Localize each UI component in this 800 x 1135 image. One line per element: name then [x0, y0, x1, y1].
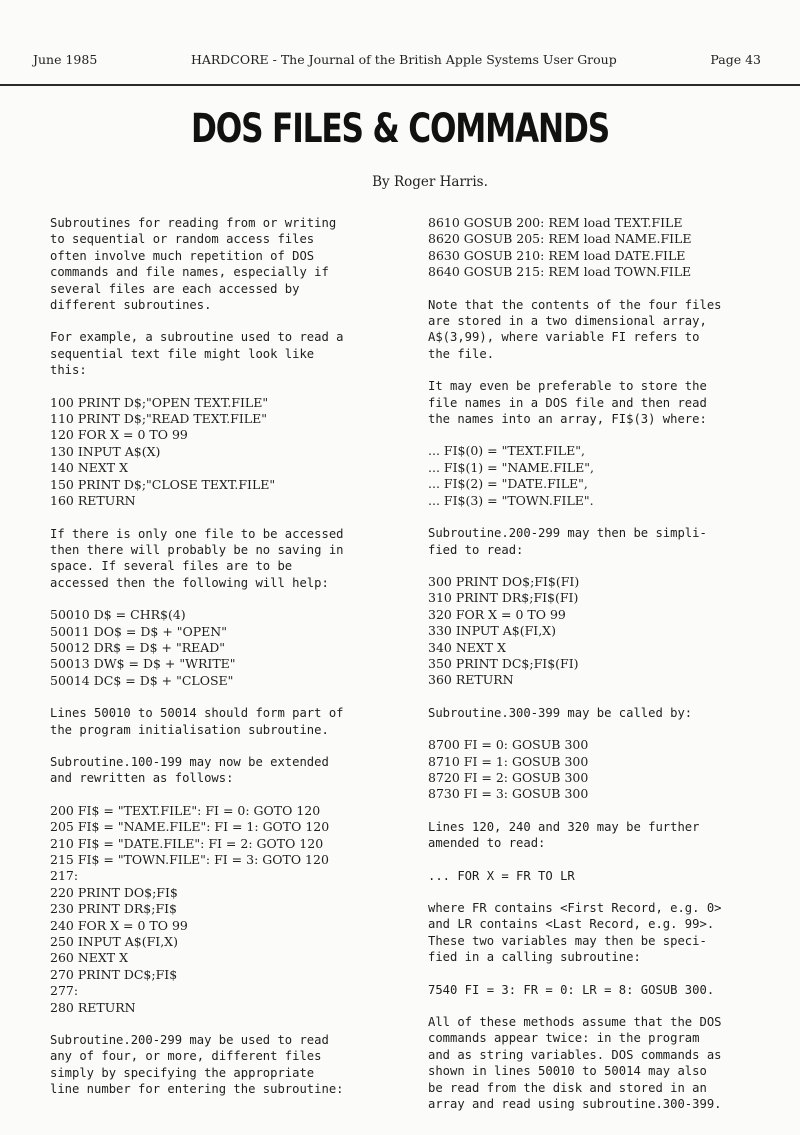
right-column: [428, 215, 768, 1128]
code-line: 50012 DR$ = D$ + "READ": [50, 639, 226, 655]
paragraph: Subroutine.200-299 may then be simpli- fied to read:: [428, 526, 707, 557]
code-line: 8610 GOSUB 200: REM load TEXT.FILE: [428, 215, 683, 230]
code-listing: [50, 803, 395, 1016]
code-line: 230 PRINT DR$;FI$: [50, 901, 178, 917]
header-rule: [0, 84, 800, 86]
code-line: 8630 GOSUB 210: REM load DATE.FILE: [428, 247, 686, 263]
paragraph: It may even be preferable to store the file names in a DOS file and then read the names into an array, FI$(3) where:: [428, 379, 707, 427]
code-line: ... FI$(0) = "TEXT.FILE",: [428, 443, 585, 459]
code-line: 310 PRINT DR$;FI$(FI): [428, 590, 579, 606]
page-number: Page 43: [710, 52, 761, 67]
byline: By Roger Harris.: [372, 174, 488, 190]
code-line: 360 RETURN: [428, 672, 514, 688]
page-header: [33, 52, 761, 67]
code-line: 260 NEXT X: [50, 950, 129, 966]
code-line: 330 INPUT A$(FI,X): [428, 623, 556, 639]
paragraph: Subroutines for reading from or writing to sequential or random access files often involve much repetition of DOS commands and file names, especially if several files are each accessed by different subroutines.: [50, 216, 337, 313]
article-title: DOS FILES & COMMANDS: [190, 106, 610, 152]
code-line: 120 FOR X = 0 TO 99: [50, 427, 188, 443]
paragraph: ... FOR X = FR TO LR: [428, 868, 575, 883]
code-line: 8710 FI = 1: GOSUB 300: [428, 753, 589, 769]
code-line: 110 PRINT D$;"READ TEXT.FILE": [50, 411, 267, 427]
code-line: 160 RETURN: [50, 493, 136, 509]
code-line: 50011 DO$ = D$ + "OPEN": [50, 623, 227, 639]
code-line: 350 PRINT DC$;FI$(FI): [428, 655, 579, 671]
paragraph: For example, a subroutine used to read a sequential text file might look like this:: [50, 330, 344, 378]
code-line: 320 FOR X = 0 TO 99: [428, 606, 566, 622]
code-line: 280 RETURN: [50, 999, 136, 1015]
code-line: ... FI$(1) = "NAME.FILE",: [428, 459, 594, 475]
code-listing: [50, 607, 395, 689]
code-listing: [428, 443, 768, 509]
code-line: 100 PRINT D$;"OPEN TEXT.FILE": [50, 394, 269, 410]
code-line: 200 FI$ = "TEXT.FILE": FI = 0: GOTO 120: [50, 802, 321, 818]
code-line: 130 INPUT A$(X): [50, 443, 161, 459]
code-line: 140 NEXT X: [50, 460, 129, 476]
paragraph: Subroutine.300-399 may be called by:: [428, 705, 693, 720]
code-line: 50014 DC$ = D$ + "CLOSE": [50, 672, 234, 688]
code-line: 205 FI$ = "NAME.FILE": FI = 1: GOTO 120: [50, 819, 330, 835]
code-line: 210 FI$ = "DATE.FILE": FI = 2: GOTO 120: [50, 835, 324, 851]
paragraph: where FR contains <First Record, e.g. 0> and LR contains <Last Record, e.g. 99>. These two variables may then be speci- fied in a calling subroutine:: [428, 901, 722, 965]
paragraph: Note that the contents of the four files are stored in a two dimensional array, A$(3,99), where variable FI refers to the file.: [428, 297, 722, 361]
code-line: 220 PRINT DO$;FI$: [50, 884, 178, 900]
paragraph: Lines 50010 to 50014 should form part of the program initialisation subroutine.: [50, 706, 344, 737]
paragraph: Subroutine.100-199 may now be extended and rewritten as follows:: [50, 754, 329, 786]
code-line: 8620 GOSUB 205: REM load NAME.FILE: [428, 231, 692, 247]
code-listing: [50, 395, 395, 510]
code-listing: [428, 737, 768, 803]
code-line: 277:: [50, 983, 79, 999]
paragraph: 7540 FI = 3: FR = 0: LR = 8: GOSUB 300.: [428, 982, 715, 997]
code-line: ... FI$(2) = "DATE.FILE",: [428, 476, 588, 492]
paragraph: All of these methods assume that the DOS commands appear twice: in the program and as string variables. DOS commands as shown in lines 50010 to 50014 may also be read from the disk and stored in an array and read using subroutine.300-399.: [428, 1015, 722, 1112]
code-listing: [428, 215, 768, 281]
issue-date: June 1985: [33, 52, 98, 67]
code-line: 217:: [50, 868, 79, 884]
code-line: ... FI$(3) = "TOWN.FILE".: [428, 492, 594, 508]
code-line: 8640 GOSUB 215: REM load TOWN.FILE: [428, 264, 692, 280]
code-line: 215 FI$ = "TOWN.FILE": FI = 3: GOTO 120: [50, 852, 329, 867]
code-line: 8730 FI = 3: GOSUB 300: [428, 786, 589, 802]
code-listing: [428, 574, 768, 689]
code-line: 250 INPUT A$(FI,X): [50, 934, 178, 950]
code-line: 50013 DW$ = D$ + "WRITE": [50, 656, 236, 672]
journal-name: HARDCORE - The Journal of the British Apple Systems User Group: [190, 52, 617, 67]
code-line: 300 PRINT DO$;FI$(FI): [428, 573, 580, 589]
code-line: 8700 FI = 0: GOSUB 300: [428, 737, 589, 753]
paragraph: Subroutine.200-299 may be used to read any of four, or more, different files simply by specifying the appropriate line number for entering the subroutine:: [50, 1033, 344, 1097]
code-line: 240 FOR X = 0 TO 99: [50, 917, 188, 933]
left-column: [50, 215, 395, 1114]
code-line: 340 NEXT X: [428, 639, 507, 655]
paragraph: Lines 120, 240 and 320 may be further amended to read:: [428, 819, 700, 851]
code-line: 8720 FI = 2: GOSUB 300: [428, 769, 589, 785]
paragraph: If there is only one file to be accessed then there will probably be no saving in space. If several files are to be accessed then the following will help:: [50, 526, 344, 590]
code-line: 270 PRINT DC$;FI$: [50, 966, 178, 982]
code-line: 50010 D$ = CHR$(4): [50, 607, 186, 623]
code-line: 150 PRINT D$;"CLOSE TEXT.FILE": [50, 476, 276, 492]
